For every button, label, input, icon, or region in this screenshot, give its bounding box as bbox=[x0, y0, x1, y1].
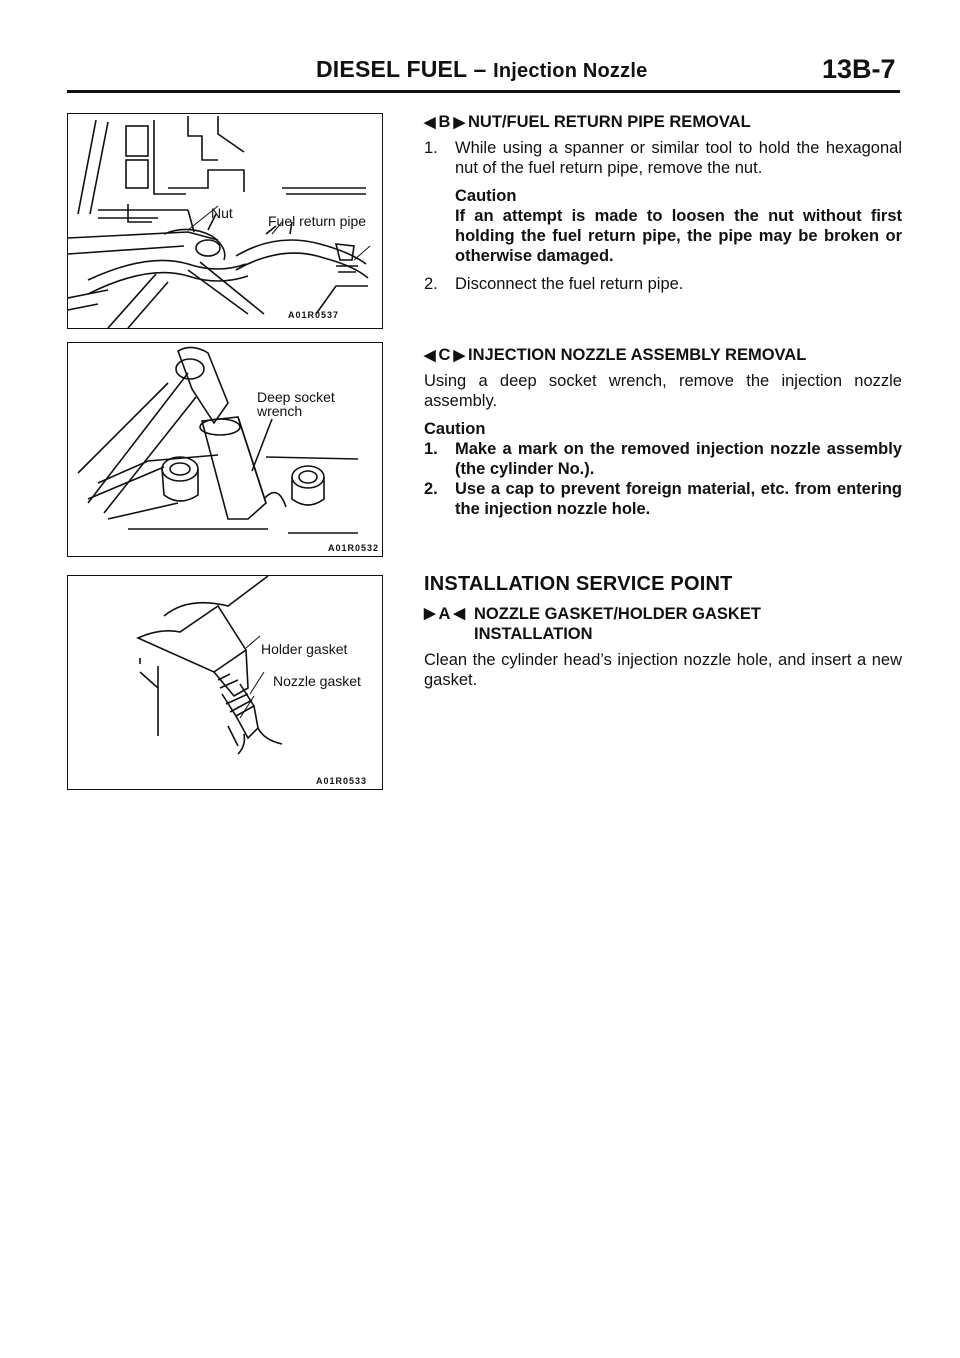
section-tag: B bbox=[438, 113, 451, 131]
section-injection-nozzle-assembly-removal bbox=[424, 345, 902, 519]
step-number: 2. bbox=[424, 275, 438, 293]
step-text: While using a spanner or similar tool to hold the hexagonal nut of the fuel return pipe, remove the nut. bbox=[455, 139, 902, 177]
section-title: NUT/FUEL RETURN PIPE REMOVAL bbox=[468, 113, 751, 131]
page-number: 13B-7 bbox=[822, 54, 896, 84]
left-triangle-icon: ◀ bbox=[453, 605, 466, 622]
installation-title: INSTALLATION SERVICE POINT bbox=[424, 573, 733, 595]
installation-subheading bbox=[424, 604, 902, 644]
caution-text: If an attempt is made to loosen the nut without first holding the fuel return pipe, the pipe may be broken or otherwise damaged. bbox=[455, 207, 902, 265]
installation-body: Clean the cylinder head’s injection nozzle hole, and insert a new gasket. bbox=[424, 651, 902, 689]
right-triangle-icon: ▶ bbox=[453, 346, 466, 364]
deep-socket-wrench-illustration bbox=[68, 343, 382, 556]
caution-item-1 bbox=[424, 439, 902, 479]
figure-deep-socket-wrench bbox=[67, 342, 383, 557]
caution-block bbox=[424, 186, 902, 266]
section-heading bbox=[424, 345, 902, 365]
label-fuel-return-pipe: Fuel return pipe bbox=[268, 213, 367, 229]
item-text: Make a mark on the removed injection nozzle assembly (the cylinder No.). bbox=[455, 440, 902, 478]
step-2 bbox=[424, 274, 902, 294]
figure-gaskets bbox=[67, 575, 383, 790]
subheading-line-2: INSTALLATION bbox=[474, 625, 593, 643]
caution-label: Caution bbox=[424, 420, 486, 438]
section-subtitle: Injection Nozzle bbox=[493, 60, 648, 82]
chapter-title: DIESEL FUEL bbox=[316, 56, 467, 82]
section-tag: A bbox=[438, 605, 451, 623]
label-nut: Nut bbox=[211, 205, 233, 221]
label-holder-gasket: Holder gasket bbox=[261, 641, 348, 657]
caution-item-2 bbox=[424, 479, 902, 519]
section-installation-service-point bbox=[424, 574, 902, 690]
right-triangle-icon: ▶ bbox=[424, 605, 436, 622]
caution-label: Caution bbox=[455, 187, 517, 205]
right-triangle-icon: ▶ bbox=[453, 113, 466, 131]
section-nut-fuel-return-pipe-removal bbox=[424, 112, 902, 294]
label-nozzle-gasket: Nozzle gasket bbox=[273, 673, 361, 689]
subheading-text bbox=[474, 604, 761, 644]
label-wrench: wrench bbox=[257, 403, 303, 419]
step-1 bbox=[424, 138, 902, 178]
item-number: 2. bbox=[424, 480, 438, 498]
page-header bbox=[0, 0, 960, 95]
header-rule bbox=[67, 90, 900, 93]
figure-id: A01R0533 bbox=[316, 776, 368, 786]
page-title bbox=[316, 56, 647, 83]
left-triangle-icon: ◀ bbox=[424, 113, 436, 131]
step-text: Disconnect the fuel return pipe. bbox=[455, 275, 684, 293]
section-heading bbox=[424, 112, 902, 132]
section-body: Using a deep socket wrench, remove the injection nozzle assembly. bbox=[424, 372, 902, 410]
title-dash: – bbox=[473, 56, 487, 82]
subheading-line-1: NOZZLE GASKET/HOLDER GASKET bbox=[474, 605, 761, 623]
item-number: 1. bbox=[424, 440, 438, 458]
section-title: INJECTION NOZZLE ASSEMBLY REMOVAL bbox=[468, 346, 807, 364]
figure-id: A01R0537 bbox=[288, 310, 340, 320]
item-text: Use a cap to prevent foreign material, etc. from entering the injection nozzle hole. bbox=[455, 480, 902, 518]
step-number: 1. bbox=[424, 139, 438, 157]
label-deep-socket: Deep socket bbox=[257, 389, 335, 405]
figure-fuel-return-pipe bbox=[67, 113, 383, 329]
figure-id: A01R0532 bbox=[328, 543, 380, 553]
left-triangle-icon: ◀ bbox=[424, 346, 436, 364]
section-tag: C bbox=[438, 346, 451, 364]
